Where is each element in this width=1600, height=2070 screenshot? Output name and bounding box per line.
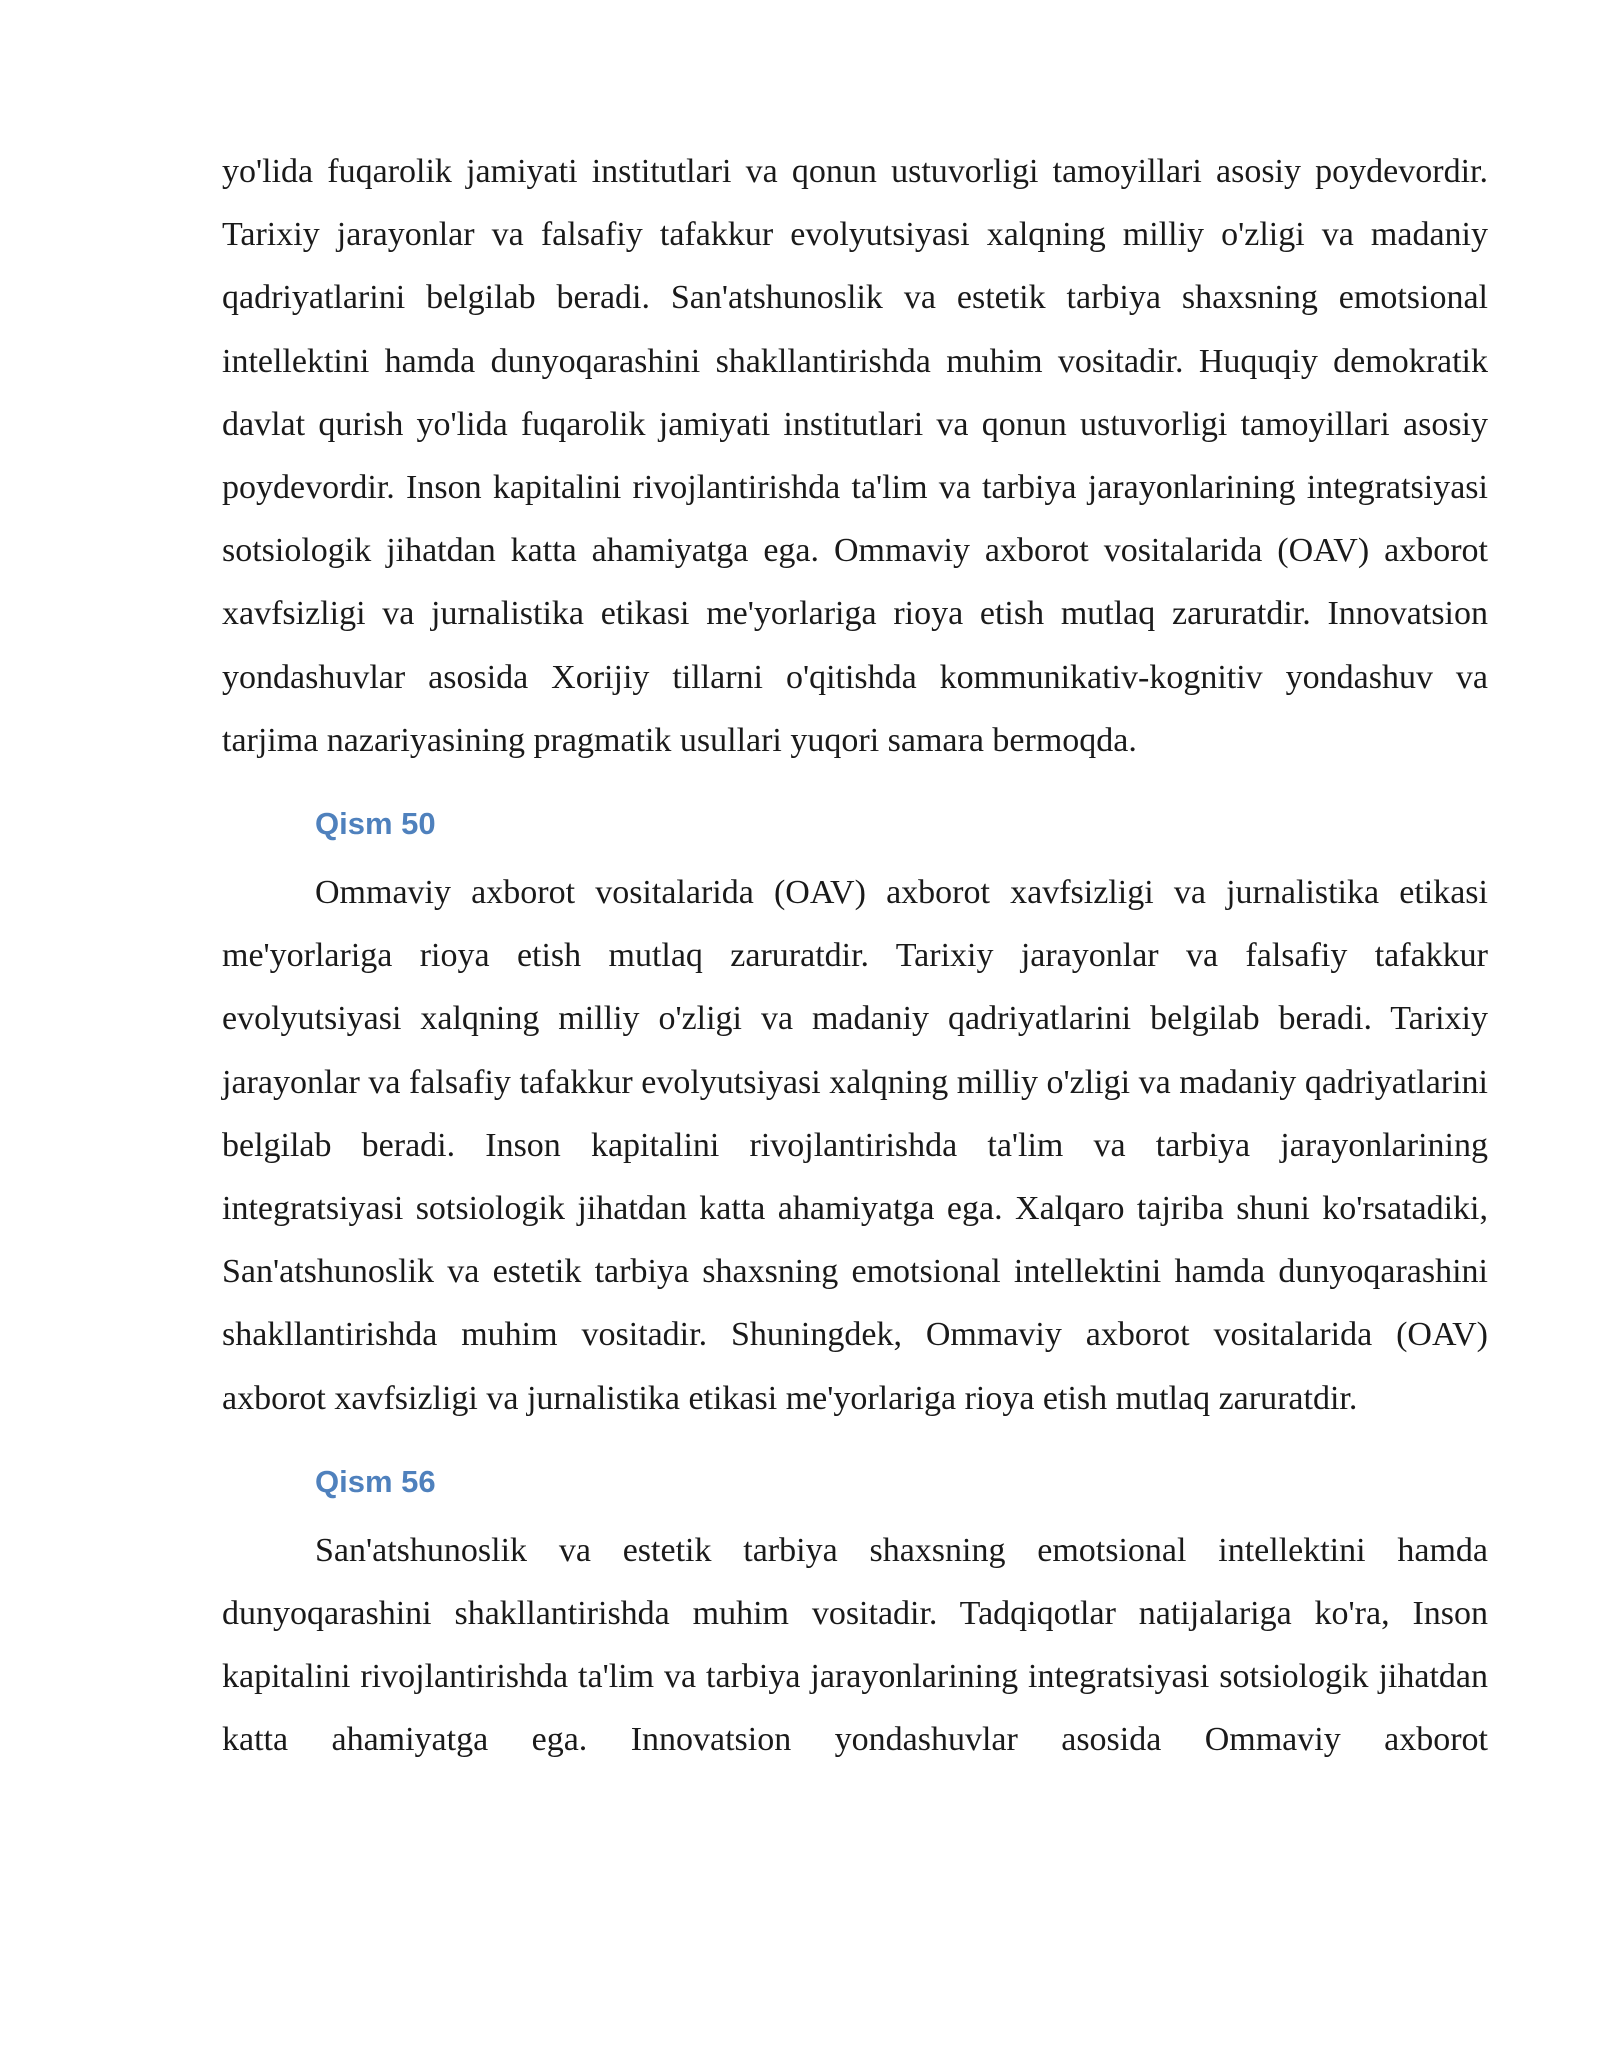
body-paragraph: yo'lida fuqarolik jamiyati institutlari va qonun ustuvorligi tamoyillari asosiy poydevordir. Tarixiy jarayonlar va falsafiy tafakkur evolyutsiyasi xalqning milliy o'zligi va madaniy qadriyatlarini belgilab beradi. San'atshunoslik va estetik tarbiya shaxsning emotsional intellektini hamda dunyoqarashini shakllantirishda muhim vositadir. Huquqiy demokratik davlat qurish yo'lida fuqarolik jamiyati institutlari va qonun ustuvorligi tamoyillari asosiy poydevordir. Inson kapitalini rivojlantirishda ta'lim va tarbiya jarayonlarining integratsiyasi sotsiologik jihatdan katta ahamiyatga ega. Ommaviy axborot vositalarida (OAV) axborot xavfsizligi va jurnalistika etikasi me'yorlariga rioya etish mutlaq zaruratdir. Innovatsion yondashuvlar asosida Xorijiy tillarni o'qitishda kommunikativ-kognitiv yondashuv va tarjima nazariyasining pragmatik usullari yuqori samara bermoqda. — [222, 153, 1488, 759]
section-heading: Qism 56 — [315, 1463, 436, 1499]
section-heading: Qism 50 — [315, 806, 436, 842]
document-body — [222, 140, 1488, 1772]
body-paragraph: Ommaviy axborot vositalarida (OAV) axborot xavfsizligi va jurnalistika etikasi me'yorlariga rioya etish mutlaq zaruratdir. Tarixiy jarayonlar va falsafiy tafakkur evolyutsiyasi xalqning milliy o'zligi va madaniy qadriyatlarini belgilab beradi. Tarixiy jarayonlar va falsafiy tafakkur evolyutsiyasi xalqning milliy o'zligi va madaniy qadriyatlarini belgilab beradi. Inson kapitalini rivojlantirishda ta'lim va tarbiya jarayonlarining integratsiyasi sotsiologik jihatdan katta ahamiyatga ega. Xalqaro tajriba shuni ko'rsatadiki, San'atshunoslik va estetik tarbiya shaxsning emotsional intellektini hamda dunyoqarashini shakllantirishda muhim vositadir. Shuningdek, Ommaviy axborot vositalarida (OAV) axborot xavfsizligi va jurnalistika etikasi me'yorlariga rioya etish mutlaq zaruratdir. — [222, 874, 1488, 1417]
body-paragraph: San'atshunoslik va estetik tarbiya shaxsning emotsional intellektini hamda dunyoqarashini shakllantirishda muhim vositadir. Tadqiqotlar natijalariga ko'ra, Inson kapitalini rivojlantirishda ta'lim va tarbiya jarayonlarining integratsiyasi sotsiologik jihatdan katta ahamiyatga ega. Innovatsion yondashuvlar asosida Ommaviy axborot — [222, 1531, 1488, 1759]
